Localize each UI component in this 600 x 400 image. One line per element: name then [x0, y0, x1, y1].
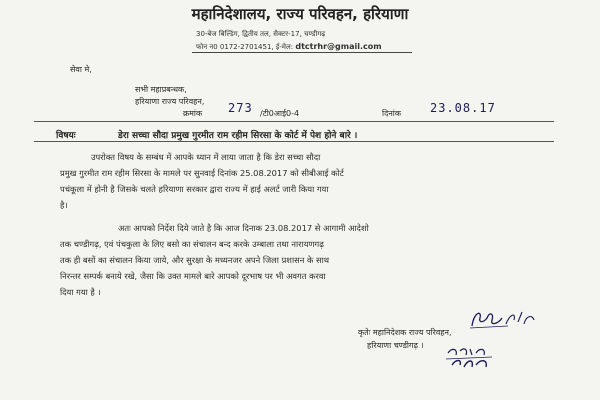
date-value: 23.08.17 [430, 101, 496, 115]
letterhead-title: महानिदेशालय, राज्य परिवहन, हरियाणा [191, 5, 409, 23]
letterhead-address: 30-बेज बिल्डिंग, द्वितीय तल, सैक्टर-17, चण्डीगढ़ [196, 30, 326, 38]
subject-text: डेरा सच्चा सौदा प्रमुख गुरमीत राम रहीम सिरसा के कोर्ट में पेश होने बारे । [118, 131, 358, 141]
date-label: दिनांक [382, 109, 401, 118]
letterhead-contact [196, 42, 382, 52]
initials-stamp [442, 345, 500, 371]
letterhead-phone: फोन न0 0172-2701451, ई-मेल: [196, 43, 294, 51]
paragraph-1-line-2: प्रमुख गुरमीत राम रहीम सिरसा के मामले पर सुनवाई दिनांक 25.08.2017 को सीबीआई कोर्ट [60, 168, 344, 178]
paragraph-2-line-2: तक चण्डीगढ़, एवं पंचकुला के लिए बसो का संचालन बन्द करके उम्बाला तथा नारायणगढ़ [60, 239, 324, 249]
paragraph-2-line-5: दिया गया है । [60, 287, 101, 297]
reference-number: 273 [228, 101, 253, 115]
subject-top-rule [34, 121, 554, 122]
signature-office: हरियाणा चण्डीगढ़ । [367, 341, 424, 350]
subject-label: विषयः [56, 131, 76, 141]
handwritten-signature [468, 306, 540, 332]
reference-label: क्रमांक [183, 109, 203, 118]
letterhead-email: dtctrhr@gmail.com [295, 42, 382, 51]
reference-code: /टी0आई0-4 [260, 109, 300, 118]
salutation: सेवा मे, [70, 65, 92, 74]
addressee-line-2: हरियाणा राज्य परिवहन, [135, 97, 205, 106]
letterhead-divider [192, 52, 412, 53]
paragraph-2-line-3: तक ही बसों का संचालन किया जाये, और सुरक्षा के मध्यनजर अपने जिला प्रशासन के साथ [60, 255, 330, 265]
subject-bottom-rule [34, 141, 554, 142]
addressee-line-1: सभी महाप्रबन्धक, [135, 85, 187, 94]
paragraph-2-line-4: निरन्तर सम्पर्क बनाये रखे, जैसा कि उक्त मामले बारे आपको दूरभाष पर भी अवगत करवा [60, 271, 326, 281]
paragraph-1-line-1: उपरोक्त विषय के सम्बंध में आपके ध्यान में लाया जाता है कि डेरा सच्चा सौदा [91, 152, 321, 162]
signature-designation: कृतेः महानिदेशक राज्य परिवहन, [358, 328, 452, 337]
paragraph-1-line-4: है। [60, 200, 68, 210]
paragraph-1-line-3: पचंकूला में होनी है जिसके चलते हरियाणा सरकार द्वारा राज्य में हाई अलर्ट जारी किया गया [60, 184, 329, 194]
paragraph-2-line-1: अतः आपको निर्देश दिये जाते है कि आज दिनाक 23.08.2017 से आगामी आदेशो [118, 223, 369, 233]
